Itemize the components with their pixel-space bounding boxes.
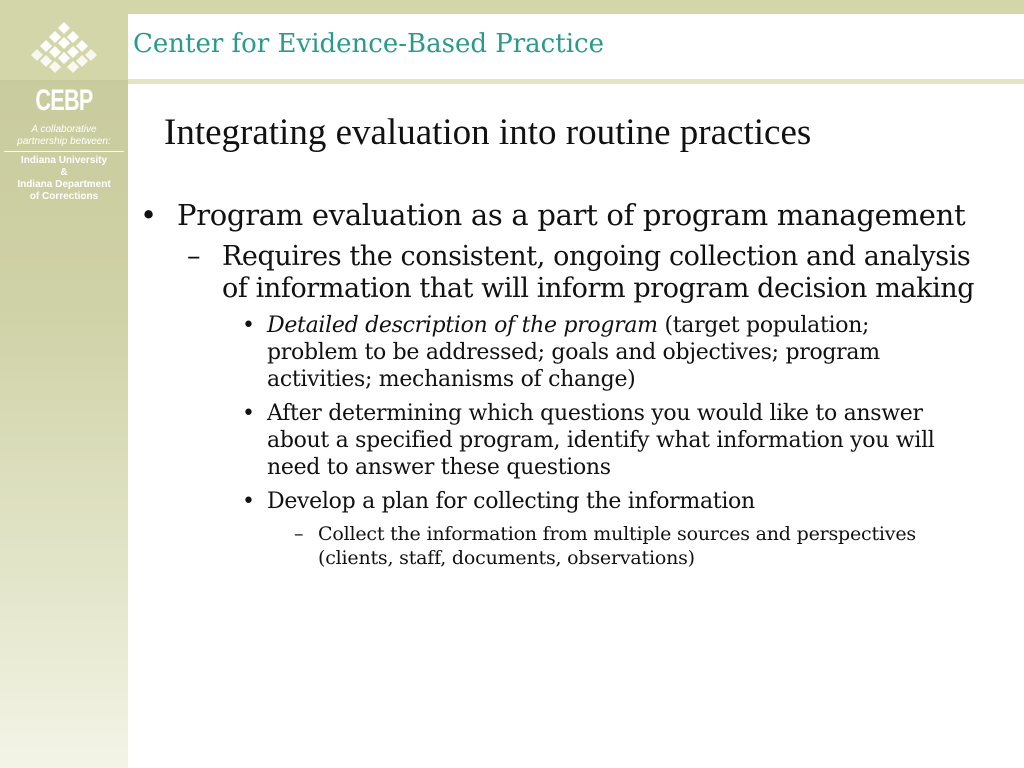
collab-line-1: A collaborative: [31, 124, 97, 135]
bullet-marker: –: [294, 523, 304, 545]
header-divider-band: [128, 79, 1024, 84]
bullet-level-1: [140, 198, 1000, 233]
bullet-emphasis: Detailed description of the program: [267, 313, 658, 338]
bullet-text: (target population; problem to be addressed; goals and objectives; program activities; mechanisms of change): [267, 313, 880, 392]
bullet-marker: •: [140, 198, 157, 232]
bullet-text: Collect the information from multiple sources and perspectives (clients, staff, documents, observations): [318, 523, 916, 569]
bullet-marker: –: [187, 241, 201, 272]
slide-title: Integrating evaluation into routine practices: [164, 112, 812, 153]
bullet-text: Requires the consistent, ongoing collection and analysis of information that will inform program decision making: [222, 241, 975, 304]
partner-line-3: Indiana Department: [17, 179, 111, 190]
collaboration-note: [0, 124, 128, 148]
bullet-level-2: [140, 241, 1000, 305]
bullet-marker: •: [242, 489, 255, 514]
partner-line-2: &: [60, 167, 68, 178]
sidebar: [0, 0, 128, 768]
bullet-level-3: [140, 400, 937, 481]
bullet-level-3: [140, 488, 937, 515]
slide-body: [140, 198, 1000, 570]
partner-list: [0, 155, 128, 203]
cebp-acronym: CEBP: [35, 84, 93, 117]
diamond-lattice-logo-icon: [30, 20, 98, 76]
top-accent-strip: [0, 0, 1024, 14]
bullet-text: Program evaluation as a part of program management: [177, 198, 966, 232]
bullet-marker: •: [242, 313, 255, 338]
collab-line-2: partnership between:: [17, 136, 111, 147]
bullet-level-3: [140, 312, 937, 393]
bullet-text: Develop a plan for collecting the information: [267, 489, 755, 514]
bullet-marker: •: [242, 401, 255, 426]
bullet-text: After determining which questions you would like to answer about a specified program, identify what information you will need to answer these questions: [267, 401, 935, 480]
bullet-level-4: [140, 522, 928, 570]
partner-line-4: of Corrections: [29, 191, 99, 202]
sidebar-divider: [4, 151, 124, 152]
partner-line-1: Indiana University: [20, 155, 108, 166]
organization-title: Center for Evidence-Based Practice: [133, 29, 604, 59]
